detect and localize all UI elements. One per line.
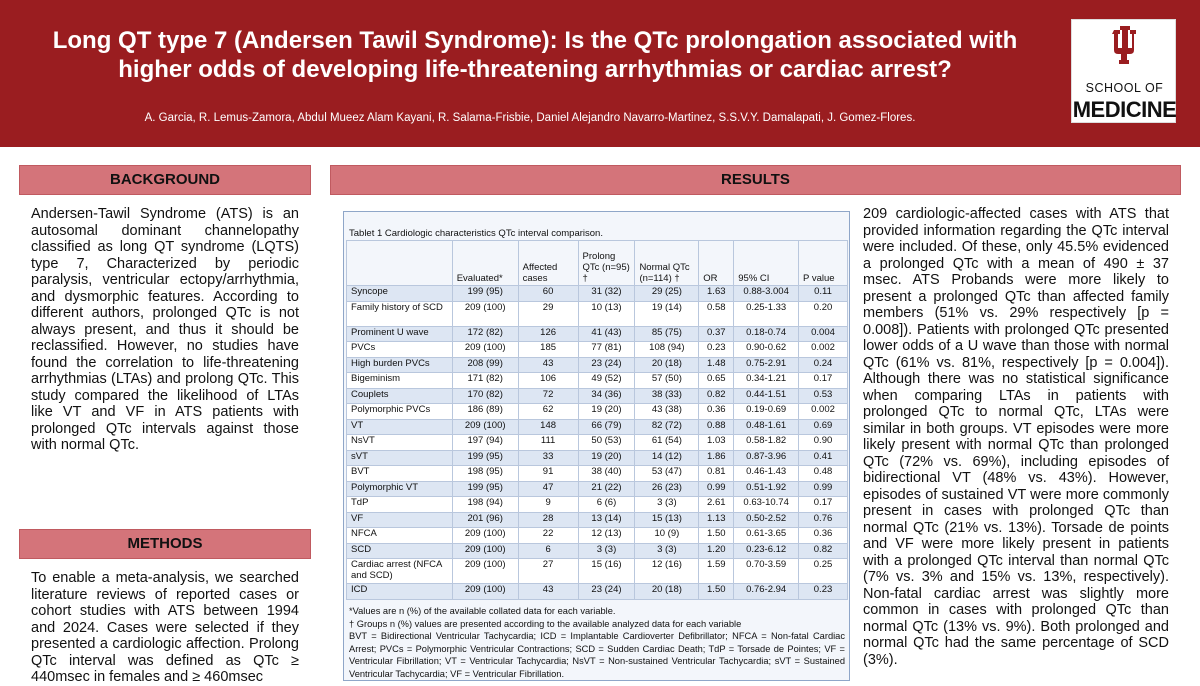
poster-title: Long QT type 7 (Andersen Tawil Syndrome): Is the QTc prolongation associated with higher odds of developing life-threatening arrhythmias or cardiac arrest?: [52, 27, 1018, 83]
table-cell: 12 (13): [578, 528, 635, 544]
table-cell: 1.13: [699, 512, 734, 528]
table-cell: 20 (18): [635, 357, 699, 373]
row-label-cell: ICD: [347, 584, 453, 600]
table-cell: 0.76-2.94: [734, 584, 799, 600]
table-cell: 19 (14): [635, 301, 699, 326]
table-cell: 106: [518, 373, 578, 389]
table-cell: 28: [518, 512, 578, 528]
row-label-cell: Polymorphic VT: [347, 481, 453, 497]
table-cell: 1.86: [699, 450, 734, 466]
table-cell: 13 (14): [578, 512, 635, 528]
table-cell: 33: [518, 450, 578, 466]
row-label-cell: Polymorphic PVCs: [347, 404, 453, 420]
table-cell: 0.46-1.43: [734, 466, 799, 482]
table-row: [347, 357, 848, 373]
table-cell: 0.002: [799, 342, 848, 358]
table-cell: 0.44-1.51: [734, 388, 799, 404]
results-text: 209 cardiologic-affected cases with ATS that provided information regarding the QTc interval were included. Of these, only 45.5% evidenced a prolonged QTc with a mean of 490 ± 37 msec. ATS Probands were more likely to present a prolonged QTc than affected family members (51% vs. 29% respectively [p = 0.008]). Patients with prolonged QTc presented lower odds of a U wave than those with normal QTc (61% vs. 81%, respectively [p = 0.004]). Although there was no statistical significance when comparing LTAs in patients with prolonged QTc to normal QTc, LTAs were similar in both groups. VT episodes were more likely present with normal QTc than prolonged QTc (72% vs. 69%), including episodes of bidirectional VT (48% vs. 43%). However, episodes of sustained VT were more commonly present in cases with prolonged QTc than normal QTc (21% vs. 13%). Torsade de points and VF were more likely present in patients with a prolonged QTc interval than normal QTc (7% vs. 3% and 15% vs. 13%, respectively). Non-fatal cardiac arrest was slightly more common in cases with prolonged QTc than normal QTc (13% vs. 9%). Both prolonged and normal QTc had the same percentage of SCD (3%).: [863, 206, 1169, 668]
table-cell: 27: [518, 559, 578, 584]
table-cell: 0.90-0.62: [734, 342, 799, 358]
cardiologic-characteristics-table: [346, 240, 848, 600]
table-cell: 50 (53): [578, 435, 635, 451]
table-cell: 0.48: [799, 466, 848, 482]
table-cell: 23 (24): [578, 357, 635, 373]
row-label-cell: sVT: [347, 450, 453, 466]
table-cell: 20 (18): [635, 584, 699, 600]
table-row: [347, 419, 848, 435]
table-cell: 209 (100): [452, 419, 518, 435]
table-row: [347, 388, 848, 404]
table-cell: 0.25-1.33: [734, 301, 799, 326]
table-header: OR: [699, 241, 734, 286]
table-row: [347, 342, 848, 358]
table-cell: 170 (82): [452, 388, 518, 404]
table-cell: 3 (3): [635, 497, 699, 513]
table-cell: 72: [518, 388, 578, 404]
table-cell: 3 (3): [635, 543, 699, 559]
table-row: [347, 543, 848, 559]
row-label-cell: Syncope: [347, 286, 453, 302]
table-row: [347, 450, 848, 466]
table-cell: 1.50: [699, 528, 734, 544]
table-cell: 0.75-2.91: [734, 357, 799, 373]
table-cell: 77 (81): [578, 342, 635, 358]
table-cell: 19 (20): [578, 450, 635, 466]
table-cell: 0.36: [799, 528, 848, 544]
table-cell: 6: [518, 543, 578, 559]
table-cell: 1.63: [699, 286, 734, 302]
table-cell: 108 (94): [635, 342, 699, 358]
poster-header: [0, 0, 1200, 147]
table-row: [347, 466, 848, 482]
table-cell: 1.48: [699, 357, 734, 373]
table-cell: 0.37: [699, 326, 734, 342]
table-cell: 0.76: [799, 512, 848, 528]
table-row: [347, 481, 848, 497]
table-cell: 0.24: [799, 357, 848, 373]
table-cell: 34 (36): [578, 388, 635, 404]
iu-trident-icon: [1110, 26, 1140, 64]
table-cell: 148: [518, 419, 578, 435]
table-footnote: BVT = Bidirectional Ventricular Tachycardia; ICD = Implantable Cardioverter Defibrillator; NFCA = Non-fatal Cardiac Arrest; PVCs = Polymorphic Ventricular Contractions; SCD = Sudden Cardiac Death; TdP = Torsade de Pointes; VF = Ventricular Fibrillation; VT = Ventricular Tachycardia; NsVT = Non-sustained Ventricular Tachycardia; sVT = Sustained Ventricular Tachycardia; VF = Ventricular Fibrillation.: [349, 631, 845, 679]
table-cell: 126: [518, 326, 578, 342]
table-header: Evaluated*: [452, 241, 518, 286]
table-header: Prolong QTc (n=95) †: [578, 241, 635, 286]
table-cell: 209 (100): [452, 559, 518, 584]
table-cell: 0.23-6.12: [734, 543, 799, 559]
table-cell: 0.48-1.61: [734, 419, 799, 435]
table-cell: 14 (12): [635, 450, 699, 466]
results-table-panel: [343, 211, 850, 681]
table-header: [347, 241, 453, 286]
table-cell: 199 (95): [452, 481, 518, 497]
table-cell: 12 (16): [635, 559, 699, 584]
methods-heading: METHODS: [19, 529, 311, 559]
table-cell: 185: [518, 342, 578, 358]
table-cell: 208 (99): [452, 357, 518, 373]
table-cell: 62: [518, 404, 578, 420]
table-cell: 171 (82): [452, 373, 518, 389]
table-cell: 0.63-10.74: [734, 497, 799, 513]
table-cell: 0.51-1.92: [734, 481, 799, 497]
table-cell: 41 (43): [578, 326, 635, 342]
table-cell: 49 (52): [578, 373, 635, 389]
table-cell: 209 (100): [452, 528, 518, 544]
table-row: [347, 286, 848, 302]
table-header: Affected cases: [518, 241, 578, 286]
table-cell: 0.99: [699, 481, 734, 497]
row-label-cell: VT: [347, 419, 453, 435]
table-row: [347, 301, 848, 326]
table-cell: 53 (47): [635, 466, 699, 482]
table-cell: 0.87-3.96: [734, 450, 799, 466]
table-cell: 0.65: [699, 373, 734, 389]
table-cell: 111: [518, 435, 578, 451]
table-cell: 186 (89): [452, 404, 518, 420]
table-header: 95% CI: [734, 241, 799, 286]
logo-medicine-text: MEDICINE: [1072, 97, 1177, 122]
table-cell: 66 (79): [578, 419, 635, 435]
table-cell: 60: [518, 286, 578, 302]
row-label-cell: Family history of SCD: [347, 301, 453, 326]
table-cell: 26 (23): [635, 481, 699, 497]
table-cell: 22: [518, 528, 578, 544]
table-cell: 9: [518, 497, 578, 513]
table-cell: 172 (82): [452, 326, 518, 342]
table-cell: 0.58-1.82: [734, 435, 799, 451]
table-cell: 21 (22): [578, 481, 635, 497]
table-cell: 29 (25): [635, 286, 699, 302]
table-cell: 0.81: [699, 466, 734, 482]
background-text: Andersen-Tawil Syndrome (ATS) is an autosomal dominant channelopathy classified as long QT syndrome (LQTS) type 7, Characterized by periodic paralysis, ventricular ectopy/arrhythmia, and dysmorphic features. According to different authors, prolonged QTc is not always present, and thus it should be reclassified. However, no studies have found the correlation to life-threatening arrhythmias (LTAs) and prolong QTc. This study compared the likelihood of LTAs like VT and VF in ATS patients with prolonged QTc intervals against those with normal QTc.: [31, 206, 299, 453]
row-label-cell: Bigeminism: [347, 373, 453, 389]
table-cell: 1.20: [699, 543, 734, 559]
row-label-cell: PVCs: [347, 342, 453, 358]
table-row: [347, 404, 848, 420]
table-cell: 10 (13): [578, 301, 635, 326]
table-cell: 91: [518, 466, 578, 482]
table-cell: 1.59: [699, 559, 734, 584]
methods-text: To enable a meta-analysis, we searched literature reviews of reported cases or cohort studies with ATS between 1994 and 2024. Cases were selected if they presented a cardiologic affection. Prolong QTc interval was defined as QTc ≥ 440msec in females and ≥ 460msec: [31, 570, 299, 685]
table-cell: 6 (6): [578, 497, 635, 513]
table-header: P value: [799, 241, 848, 286]
table-cell: 57 (50): [635, 373, 699, 389]
table-cell: 85 (75): [635, 326, 699, 342]
table-cell: 0.90: [799, 435, 848, 451]
table-cell: 43: [518, 584, 578, 600]
row-label-cell: BVT: [347, 466, 453, 482]
table-cell: 0.82: [799, 543, 848, 559]
table-cell: 2.61: [699, 497, 734, 513]
table-cell: 201 (96): [452, 512, 518, 528]
table-cell: 0.23: [799, 584, 848, 600]
table-caption: Tablet 1 Cardiologic characteristics QTc interval comparison.: [349, 228, 603, 239]
table-row: [347, 559, 848, 584]
table-footnote: † Groups n (%) values are presented according to the available analyzed data for each variable: [349, 618, 742, 629]
row-label-cell: NFCA: [347, 528, 453, 544]
row-label-cell: Prominent U wave: [347, 326, 453, 342]
table-cell: 3 (3): [578, 543, 635, 559]
table-cell: 0.19-0.69: [734, 404, 799, 420]
table-cell: 0.17: [799, 373, 848, 389]
table-cell: 199 (95): [452, 450, 518, 466]
table-cell: 38 (33): [635, 388, 699, 404]
table-cell: 61 (54): [635, 435, 699, 451]
table-cell: 0.41: [799, 450, 848, 466]
table-footnote: *Values are n (%) of the available collated data for each variable.: [349, 606, 616, 616]
table-cell: 1.03: [699, 435, 734, 451]
row-label-cell: High burden PVCs: [347, 357, 453, 373]
table-cell: 43 (38): [635, 404, 699, 420]
table-cell: 198 (95): [452, 466, 518, 482]
table-cell: 209 (100): [452, 342, 518, 358]
table-cell: 0.004: [799, 326, 848, 342]
table-cell: 0.18-0.74: [734, 326, 799, 342]
table-row: [347, 435, 848, 451]
table-cell: 15 (16): [578, 559, 635, 584]
table-cell: 43: [518, 357, 578, 373]
table-cell: 0.88-3.004: [734, 286, 799, 302]
table-cell: 0.25: [799, 559, 848, 584]
table-cell: 0.20: [799, 301, 848, 326]
table-cell: 0.88: [699, 419, 734, 435]
table-row: [347, 373, 848, 389]
row-label-cell: Cardiac arrest (NFCA and SCD): [347, 559, 453, 584]
row-label-cell: SCD: [347, 543, 453, 559]
table-cell: 0.36: [699, 404, 734, 420]
table-cell: 0.34-1.21: [734, 373, 799, 389]
table-cell: 0.23: [699, 342, 734, 358]
table-cell: 19 (20): [578, 404, 635, 420]
table-row: [347, 584, 848, 600]
table-cell: 0.002: [799, 404, 848, 420]
table-cell: 0.58: [699, 301, 734, 326]
table-cell: 0.99: [799, 481, 848, 497]
table-cell: 1.50: [699, 584, 734, 600]
results-heading: RESULTS: [330, 165, 1181, 195]
table-row: [347, 512, 848, 528]
row-label-cell: TdP: [347, 497, 453, 513]
background-heading: BACKGROUND: [19, 165, 311, 195]
table-cell: 0.69: [799, 419, 848, 435]
table-cell: 198 (94): [452, 497, 518, 513]
table-cell: 23 (24): [578, 584, 635, 600]
table-cell: 10 (9): [635, 528, 699, 544]
table-cell: 209 (100): [452, 543, 518, 559]
table-row: [347, 326, 848, 342]
table-cell: 0.61-3.65: [734, 528, 799, 544]
table-cell: 199 (95): [452, 286, 518, 302]
table-cell: 31 (32): [578, 286, 635, 302]
table-cell: 47: [518, 481, 578, 497]
iu-school-of-medicine-logo: [1071, 19, 1176, 123]
table-cell: 0.70-3.59: [734, 559, 799, 584]
table-cell: 82 (72): [635, 419, 699, 435]
table-row: [347, 497, 848, 513]
logo-school-text: SCHOOL OF: [1085, 81, 1164, 95]
table-cell: 0.50-2.52: [734, 512, 799, 528]
author-list: A. Garcia, R. Lemus-Zamora, Abdul Mueez Alam Kayani, R. Salama-Frisbie, Daniel Alejandro Navarro-Martinez, S.S.V.Y. Damalapati, J. Gomez-Flores.: [144, 112, 916, 124]
table-row: [347, 528, 848, 544]
table-header: Normal QTc (n=114) †: [635, 241, 699, 286]
table-cell: 197 (94): [452, 435, 518, 451]
row-label-cell: NsVT: [347, 435, 453, 451]
table-cell: 0.11: [799, 286, 848, 302]
table-cell: 209 (100): [452, 301, 518, 326]
table-cell: 0.53: [799, 388, 848, 404]
table-footnotes: [349, 605, 845, 681]
row-label-cell: Couplets: [347, 388, 453, 404]
table-cell: 15 (13): [635, 512, 699, 528]
table-cell: 0.82: [699, 388, 734, 404]
table-cell: 29: [518, 301, 578, 326]
row-label-cell: VF: [347, 512, 453, 528]
table-cell: 209 (100): [452, 584, 518, 600]
table-cell: 38 (40): [578, 466, 635, 482]
table-cell: 0.17: [799, 497, 848, 513]
